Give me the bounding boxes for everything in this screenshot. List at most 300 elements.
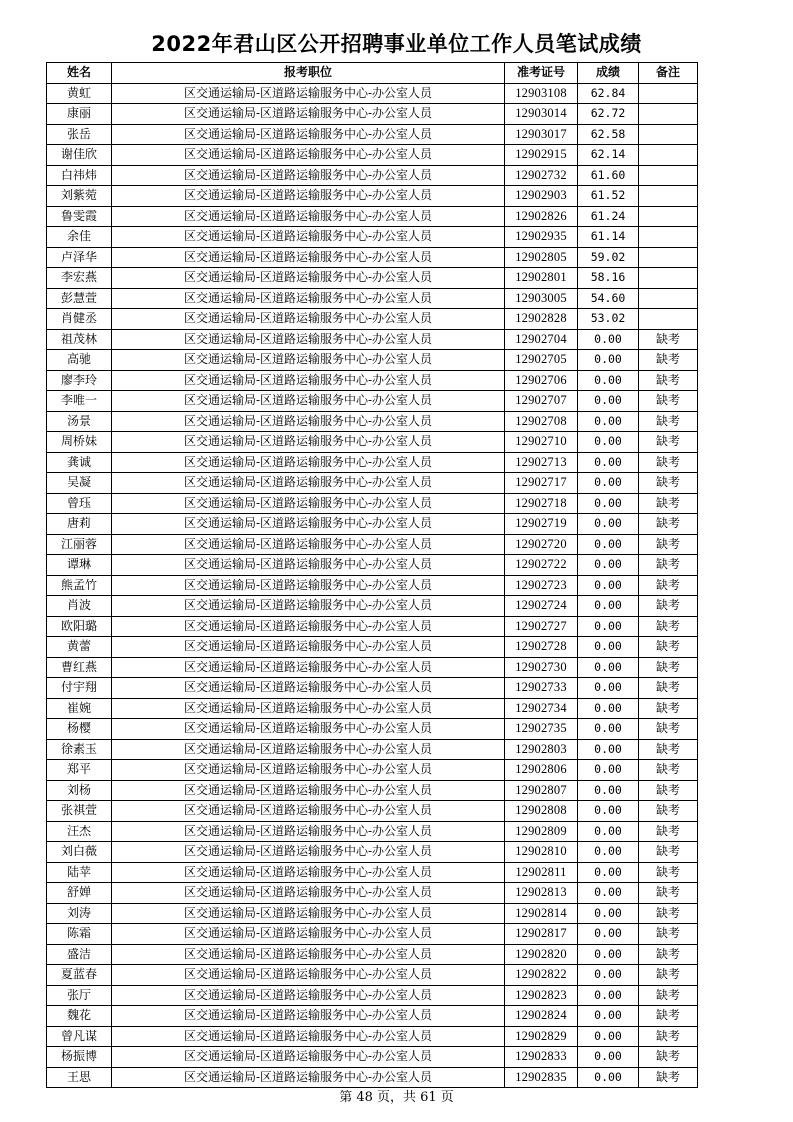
table-row — [47, 104, 698, 125]
table-row — [47, 575, 698, 596]
cell-remark — [639, 206, 698, 227]
cell-score: 0.00 — [578, 965, 639, 986]
cell-name: 熊孟竹 — [47, 575, 112, 596]
cell-remark — [639, 309, 698, 330]
column-header-name: 姓名 — [47, 63, 112, 84]
cell-remark: 缺考 — [639, 821, 698, 842]
cell-ticket-number: 12902722 — [505, 555, 578, 576]
cell-ticket-number: 12902814 — [505, 903, 578, 924]
table-row — [47, 206, 698, 227]
cell-score: 54.60 — [578, 288, 639, 309]
cell-score: 0.00 — [578, 719, 639, 740]
table-row — [47, 452, 698, 473]
cell-remark: 缺考 — [639, 596, 698, 617]
cell-score: 0.00 — [578, 678, 639, 699]
cell-position: 区交通运输局-区道路运输服务中心-办公室人员 — [112, 104, 505, 125]
cell-position: 区交通运输局-区道路运输服务中心-办公室人员 — [112, 534, 505, 555]
cell-score: 53.02 — [578, 309, 639, 330]
cell-remark: 缺考 — [639, 1026, 698, 1047]
cell-ticket-number: 12902835 — [505, 1067, 578, 1088]
cell-ticket-number: 12902713 — [505, 452, 578, 473]
cell-position: 区交通运输局-区道路运输服务中心-办公室人员 — [112, 575, 505, 596]
cell-ticket-number: 12902806 — [505, 760, 578, 781]
table-row — [47, 719, 698, 740]
cell-score: 61.14 — [578, 227, 639, 248]
cell-ticket-number: 12902706 — [505, 370, 578, 391]
cell-name: 崔婉 — [47, 698, 112, 719]
column-header-remark: 备注 — [639, 63, 698, 84]
cell-name: 盛洁 — [47, 944, 112, 965]
cell-name: 肖波 — [47, 596, 112, 617]
cell-ticket-number: 12902707 — [505, 391, 578, 412]
cell-score: 62.14 — [578, 145, 639, 166]
cell-remark: 缺考 — [639, 1006, 698, 1027]
cell-position: 区交通运输局-区道路运输服务中心-办公室人员 — [112, 739, 505, 760]
cell-name: 曾珏 — [47, 493, 112, 514]
table-row — [47, 493, 698, 514]
cell-position: 区交通运输局-区道路运输服务中心-办公室人员 — [112, 1047, 505, 1068]
cell-score: 0.00 — [578, 555, 639, 576]
cell-ticket-number: 12902735 — [505, 719, 578, 740]
cell-ticket-number: 12902734 — [505, 698, 578, 719]
cell-score: 0.00 — [578, 350, 639, 371]
table-row — [47, 596, 698, 617]
cell-score: 0.00 — [578, 370, 639, 391]
cell-ticket-number: 12902719 — [505, 514, 578, 535]
cell-score: 0.00 — [578, 739, 639, 760]
cell-remark: 缺考 — [639, 391, 698, 412]
cell-ticket-number: 12902710 — [505, 432, 578, 453]
cell-ticket-number: 12903017 — [505, 124, 578, 145]
cell-score: 0.00 — [578, 473, 639, 494]
table-row — [47, 1067, 698, 1088]
cell-remark: 缺考 — [639, 575, 698, 596]
cell-name: 陆苹 — [47, 862, 112, 883]
cell-position: 区交通运输局-区道路运输服务中心-办公室人员 — [112, 452, 505, 473]
cell-name: 欧阳璐 — [47, 616, 112, 637]
cell-score: 0.00 — [578, 944, 639, 965]
table-row — [47, 862, 698, 883]
table-row — [47, 1047, 698, 1068]
cell-position: 区交通运输局-区道路运输服务中心-办公室人员 — [112, 493, 505, 514]
cell-position: 区交通运输局-区道路运输服务中心-办公室人员 — [112, 760, 505, 781]
cell-remark: 缺考 — [639, 719, 698, 740]
cell-position: 区交通运输局-区道路运输服务中心-办公室人员 — [112, 432, 505, 453]
cell-score: 58.16 — [578, 268, 639, 289]
cell-ticket-number: 12902807 — [505, 780, 578, 801]
cell-remark: 缺考 — [639, 944, 698, 965]
page-number: 第 48 页，共 61 页 — [339, 1090, 454, 1105]
table-row — [47, 534, 698, 555]
cell-remark: 缺考 — [639, 842, 698, 863]
cell-name: 白祎炜 — [47, 165, 112, 186]
cell-ticket-number: 12902809 — [505, 821, 578, 842]
cell-remark: 缺考 — [639, 555, 698, 576]
cell-position: 区交通运输局-区道路运输服务中心-办公室人员 — [112, 698, 505, 719]
cell-position: 区交通运输局-区道路运输服务中心-办公室人员 — [112, 473, 505, 494]
cell-ticket-number: 12903005 — [505, 288, 578, 309]
table-row — [47, 514, 698, 535]
cell-name: 黄虹 — [47, 83, 112, 104]
cell-score: 0.00 — [578, 616, 639, 637]
cell-ticket-number: 12902732 — [505, 165, 578, 186]
cell-remark — [639, 247, 698, 268]
table-row — [47, 678, 698, 699]
cell-name: 郑平 — [47, 760, 112, 781]
cell-remark: 缺考 — [639, 801, 698, 822]
table-row — [47, 944, 698, 965]
cell-ticket-number: 12902829 — [505, 1026, 578, 1047]
table-row — [47, 801, 698, 822]
cell-ticket-number: 12902803 — [505, 739, 578, 760]
cell-position: 区交通运输局-区道路运输服务中心-办公室人员 — [112, 616, 505, 637]
cell-position: 区交通运输局-区道路运输服务中心-办公室人员 — [112, 145, 505, 166]
cell-name: 鲁雯霞 — [47, 206, 112, 227]
table-row — [47, 637, 698, 658]
cell-ticket-number: 12902903 — [505, 186, 578, 207]
cell-remark: 缺考 — [639, 698, 698, 719]
cell-remark — [639, 145, 698, 166]
table-row — [47, 698, 698, 719]
table-row — [47, 903, 698, 924]
cell-remark: 缺考 — [639, 534, 698, 555]
cell-remark: 缺考 — [639, 616, 698, 637]
cell-name: 刘涛 — [47, 903, 112, 924]
cell-name: 龚诚 — [47, 452, 112, 473]
cell-position: 区交通运输局-区道路运输服务中心-办公室人员 — [112, 801, 505, 822]
cell-position: 区交通运输局-区道路运输服务中心-办公室人员 — [112, 206, 505, 227]
cell-name: 曾凡谋 — [47, 1026, 112, 1047]
cell-name: 付宇翔 — [47, 678, 112, 699]
cell-name: 唐莉 — [47, 514, 112, 535]
cell-score: 62.58 — [578, 124, 639, 145]
cell-name: 魏花 — [47, 1006, 112, 1027]
cell-score: 61.52 — [578, 186, 639, 207]
table-row — [47, 432, 698, 453]
cell-ticket-number: 12902817 — [505, 924, 578, 945]
cell-name: 徐素玉 — [47, 739, 112, 760]
table-row — [47, 760, 698, 781]
cell-position: 区交通运输局-区道路运输服务中心-办公室人员 — [112, 329, 505, 350]
cell-score: 0.00 — [578, 801, 639, 822]
cell-name: 张厅 — [47, 985, 112, 1006]
cell-position: 区交通运输局-区道路运输服务中心-办公室人员 — [112, 1026, 505, 1047]
cell-ticket-number: 12902705 — [505, 350, 578, 371]
cell-remark: 缺考 — [639, 965, 698, 986]
cell-score: 61.24 — [578, 206, 639, 227]
cell-ticket-number: 12902915 — [505, 145, 578, 166]
cell-score: 0.00 — [578, 411, 639, 432]
table-row — [47, 842, 698, 863]
cell-score: 0.00 — [578, 575, 639, 596]
cell-ticket-number: 12902724 — [505, 596, 578, 617]
table-row — [47, 391, 698, 412]
cell-remark — [639, 104, 698, 125]
cell-position: 区交通运输局-区道路运输服务中心-办公室人员 — [112, 1006, 505, 1027]
cell-remark: 缺考 — [639, 862, 698, 883]
cell-score: 0.00 — [578, 1026, 639, 1047]
table-row — [47, 309, 698, 330]
cell-name: 汪杰 — [47, 821, 112, 842]
cell-ticket-number: 12902808 — [505, 801, 578, 822]
cell-score: 0.00 — [578, 452, 639, 473]
cell-score: 0.00 — [578, 862, 639, 883]
cell-position: 区交通运输局-区道路运输服务中心-办公室人员 — [112, 268, 505, 289]
cell-position: 区交通运输局-区道路运输服务中心-办公室人员 — [112, 309, 505, 330]
cell-score: 0.00 — [578, 760, 639, 781]
cell-remark — [639, 288, 698, 309]
cell-remark — [639, 124, 698, 145]
cell-position: 区交通运输局-区道路运输服务中心-办公室人员 — [112, 350, 505, 371]
cell-position: 区交通运输局-区道路运输服务中心-办公室人员 — [112, 780, 505, 801]
cell-remark: 缺考 — [639, 452, 698, 473]
cell-position: 区交通运输局-区道路运输服务中心-办公室人员 — [112, 165, 505, 186]
cell-position: 区交通运输局-区道路运输服务中心-办公室人员 — [112, 719, 505, 740]
cell-position: 区交通运输局-区道路运输服务中心-办公室人员 — [112, 227, 505, 248]
cell-remark: 缺考 — [639, 493, 698, 514]
table-row — [47, 329, 698, 350]
cell-score: 0.00 — [578, 534, 639, 555]
cell-score: 0.00 — [578, 698, 639, 719]
cell-score: 0.00 — [578, 1067, 639, 1088]
cell-ticket-number: 12902733 — [505, 678, 578, 699]
page-title: 2022年君山区公开招聘事业单位工作人员笔试成绩 — [151, 32, 642, 56]
cell-name: 黄蕾 — [47, 637, 112, 658]
cell-score: 0.00 — [578, 432, 639, 453]
cell-name: 刘紫菀 — [47, 186, 112, 207]
cell-score: 62.84 — [578, 83, 639, 104]
table-row — [47, 165, 698, 186]
table-row — [47, 657, 698, 678]
cell-score: 0.00 — [578, 883, 639, 904]
cell-ticket-number: 12902730 — [505, 657, 578, 678]
cell-remark — [639, 268, 698, 289]
cell-remark: 缺考 — [639, 985, 698, 1006]
cell-name: 陈霜 — [47, 924, 112, 945]
cell-ticket-number: 12903014 — [505, 104, 578, 125]
cell-position: 区交通运输局-区道路运输服务中心-办公室人员 — [112, 124, 505, 145]
cell-position: 区交通运输局-区道路运输服务中心-办公室人员 — [112, 965, 505, 986]
table-row — [47, 473, 698, 494]
cell-score: 0.00 — [578, 903, 639, 924]
cell-name: 杨振博 — [47, 1047, 112, 1068]
cell-ticket-number: 12902833 — [505, 1047, 578, 1068]
cell-score: 0.00 — [578, 637, 639, 658]
cell-name: 曹红燕 — [47, 657, 112, 678]
column-header-position: 报考职位 — [112, 63, 505, 84]
table-header-row — [47, 63, 698, 84]
cell-position: 区交通运输局-区道路运输服务中心-办公室人员 — [112, 186, 505, 207]
cell-position: 区交通运输局-区道路运输服务中心-办公室人员 — [112, 247, 505, 268]
cell-remark — [639, 227, 698, 248]
cell-name: 汤景 — [47, 411, 112, 432]
cell-position: 区交通运输局-区道路运输服务中心-办公室人员 — [112, 883, 505, 904]
table-row — [47, 780, 698, 801]
score-table — [46, 62, 698, 1088]
cell-ticket-number: 12902828 — [505, 309, 578, 330]
cell-name: 张岳 — [47, 124, 112, 145]
cell-name: 谭琳 — [47, 555, 112, 576]
cell-ticket-number: 12902727 — [505, 616, 578, 637]
cell-name: 舒婵 — [47, 883, 112, 904]
cell-remark: 缺考 — [639, 432, 698, 453]
cell-ticket-number: 12902708 — [505, 411, 578, 432]
table-row — [47, 1026, 698, 1047]
cell-score: 61.60 — [578, 165, 639, 186]
cell-remark: 缺考 — [639, 760, 698, 781]
cell-score: 62.72 — [578, 104, 639, 125]
cell-remark — [639, 165, 698, 186]
cell-remark: 缺考 — [639, 473, 698, 494]
cell-position: 区交通运输局-区道路运输服务中心-办公室人员 — [112, 411, 505, 432]
cell-ticket-number: 12902822 — [505, 965, 578, 986]
table-body — [47, 83, 698, 1088]
cell-name: 康丽 — [47, 104, 112, 125]
cell-remark: 缺考 — [639, 1047, 698, 1068]
cell-ticket-number: 12902826 — [505, 206, 578, 227]
table-row — [47, 350, 698, 371]
column-header-score: 成绩 — [578, 63, 639, 84]
table-row — [47, 186, 698, 207]
cell-position: 区交通运输局-区道路运输服务中心-办公室人员 — [112, 985, 505, 1006]
cell-ticket-number: 12902718 — [505, 493, 578, 514]
cell-ticket-number: 12902728 — [505, 637, 578, 658]
cell-position: 区交通运输局-区道路运输服务中心-办公室人员 — [112, 842, 505, 863]
cell-name: 周桥妹 — [47, 432, 112, 453]
cell-name: 余佳 — [47, 227, 112, 248]
table-row — [47, 411, 698, 432]
table-row — [47, 985, 698, 1006]
cell-remark: 缺考 — [639, 903, 698, 924]
cell-name: 夏蓝春 — [47, 965, 112, 986]
cell-position: 区交通运输局-区道路运输服务中心-办公室人员 — [112, 391, 505, 412]
cell-position: 区交通运输局-区道路运输服务中心-办公室人员 — [112, 555, 505, 576]
cell-ticket-number: 12902823 — [505, 985, 578, 1006]
table-row — [47, 1006, 698, 1027]
cell-score: 0.00 — [578, 596, 639, 617]
cell-name: 王思 — [47, 1067, 112, 1088]
cell-name: 刘白薇 — [47, 842, 112, 863]
cell-name: 谢佳欣 — [47, 145, 112, 166]
cell-score: 0.00 — [578, 329, 639, 350]
cell-score: 0.00 — [578, 985, 639, 1006]
cell-position: 区交通运输局-区道路运输服务中心-办公室人员 — [112, 657, 505, 678]
table-row — [47, 145, 698, 166]
cell-position: 区交通运输局-区道路运输服务中心-办公室人员 — [112, 637, 505, 658]
cell-name: 李唯一 — [47, 391, 112, 412]
cell-position: 区交通运输局-区道路运输服务中心-办公室人员 — [112, 862, 505, 883]
cell-name: 高驰 — [47, 350, 112, 371]
table-row — [47, 965, 698, 986]
cell-remark — [639, 186, 698, 207]
cell-position: 区交通运输局-区道路运输服务中心-办公室人员 — [112, 514, 505, 535]
table-row — [47, 616, 698, 637]
cell-ticket-number: 12902720 — [505, 534, 578, 555]
cell-name: 卢泽华 — [47, 247, 112, 268]
cell-position: 区交通运输局-区道路运输服务中心-办公室人员 — [112, 903, 505, 924]
cell-position: 区交通运输局-区道路运输服务中心-办公室人员 — [112, 370, 505, 391]
cell-score: 0.00 — [578, 821, 639, 842]
cell-ticket-number: 12903108 — [505, 83, 578, 104]
cell-name: 彭慧萱 — [47, 288, 112, 309]
cell-ticket-number: 12902805 — [505, 247, 578, 268]
table-row — [47, 924, 698, 945]
cell-name: 廖李玲 — [47, 370, 112, 391]
table-row — [47, 227, 698, 248]
cell-remark: 缺考 — [639, 1067, 698, 1088]
cell-ticket-number: 12902820 — [505, 944, 578, 965]
cell-score: 0.00 — [578, 842, 639, 863]
cell-ticket-number: 12902717 — [505, 473, 578, 494]
cell-position: 区交通运输局-区道路运输服务中心-办公室人员 — [112, 944, 505, 965]
table-row — [47, 555, 698, 576]
cell-name: 吴凝 — [47, 473, 112, 494]
cell-remark: 缺考 — [639, 637, 698, 658]
table-row — [47, 268, 698, 289]
cell-remark: 缺考 — [639, 350, 698, 371]
cell-position: 区交通运输局-区道路运输服务中心-办公室人员 — [112, 1067, 505, 1088]
table-row — [47, 83, 698, 104]
table-row — [47, 739, 698, 760]
cell-ticket-number: 12902723 — [505, 575, 578, 596]
cell-remark: 缺考 — [639, 924, 698, 945]
cell-score: 0.00 — [578, 657, 639, 678]
cell-name: 肖健丞 — [47, 309, 112, 330]
cell-score: 0.00 — [578, 514, 639, 535]
cell-ticket-number: 12902935 — [505, 227, 578, 248]
cell-remark: 缺考 — [639, 411, 698, 432]
cell-name: 李宏燕 — [47, 268, 112, 289]
table-row — [47, 247, 698, 268]
table-row — [47, 883, 698, 904]
cell-score: 0.00 — [578, 1006, 639, 1027]
cell-score: 0.00 — [578, 780, 639, 801]
cell-score: 0.00 — [578, 391, 639, 412]
cell-remark: 缺考 — [639, 883, 698, 904]
cell-remark: 缺考 — [639, 370, 698, 391]
table-row — [47, 288, 698, 309]
cell-ticket-number: 12902811 — [505, 862, 578, 883]
cell-score: 0.00 — [578, 1047, 639, 1068]
cell-remark: 缺考 — [639, 657, 698, 678]
cell-ticket-number: 12902824 — [505, 1006, 578, 1027]
cell-name: 江丽蓉 — [47, 534, 112, 555]
cell-name: 刘杨 — [47, 780, 112, 801]
cell-name: 张祺萱 — [47, 801, 112, 822]
column-header-ticket-number: 准考证号 — [505, 63, 578, 84]
table-row — [47, 370, 698, 391]
cell-score: 0.00 — [578, 493, 639, 514]
cell-remark: 缺考 — [639, 514, 698, 535]
cell-position: 区交通运输局-区道路运输服务中心-办公室人员 — [112, 83, 505, 104]
cell-ticket-number: 12902801 — [505, 268, 578, 289]
cell-remark: 缺考 — [639, 329, 698, 350]
cell-position: 区交通运输局-区道路运输服务中心-办公室人员 — [112, 596, 505, 617]
cell-name: 祖茂林 — [47, 329, 112, 350]
cell-score: 0.00 — [578, 924, 639, 945]
cell-remark: 缺考 — [639, 780, 698, 801]
cell-remark — [639, 83, 698, 104]
cell-name: 杨樱 — [47, 719, 112, 740]
cell-remark: 缺考 — [639, 678, 698, 699]
table-row — [47, 821, 698, 842]
cell-position: 区交通运输局-区道路运输服务中心-办公室人员 — [112, 678, 505, 699]
cell-remark: 缺考 — [639, 739, 698, 760]
cell-ticket-number: 12902813 — [505, 883, 578, 904]
cell-ticket-number: 12902810 — [505, 842, 578, 863]
cell-position: 区交通运输局-区道路运输服务中心-办公室人员 — [112, 288, 505, 309]
cell-score: 59.02 — [578, 247, 639, 268]
